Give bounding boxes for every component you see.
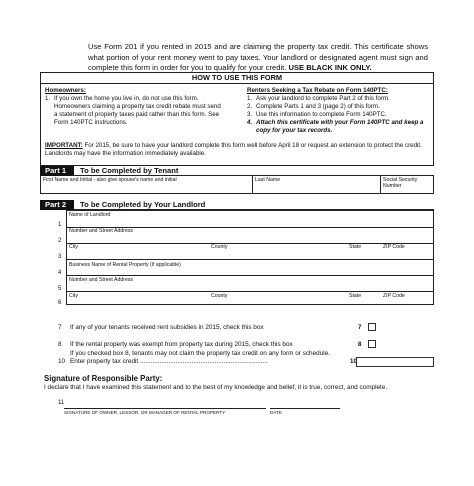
- renters-item: [247, 119, 433, 135]
- checkbox-8[interactable]: [368, 340, 376, 348]
- homeowners-column: [45, 87, 225, 127]
- row-number: 5: [58, 286, 62, 292]
- first-name-label: First Name and Initial - also give spouse's name and initial: [43, 177, 177, 183]
- question-text: If you checked box 8, tenants may not claim the property tax credit on any form or schedule.: [70, 350, 331, 357]
- renters-item-number: 2.: [247, 103, 253, 111]
- county-label: County: [211, 244, 228, 250]
- box-number: 10: [350, 358, 357, 365]
- city-label: City: [69, 244, 78, 250]
- row-number: 4: [58, 270, 62, 276]
- row-number: 1: [58, 222, 62, 228]
- zip-label: ZIP Code: [383, 244, 405, 250]
- line-10: [58, 358, 358, 366]
- signature-heading: Signature of Responsible Party:: [44, 374, 163, 383]
- landlord-name-label: Name of Landlord: [69, 212, 111, 218]
- city-field[interactable]: [67, 259, 433, 260]
- renters-item-number: 1.: [247, 95, 253, 103]
- how-to-title: HOW TO USE THIS FORM: [41, 73, 433, 84]
- signature-field[interactable]: [64, 408, 266, 409]
- renters-heading: Renters Seeking a Tax Rebate on Form 140PTC:: [247, 87, 388, 94]
- state2-label: State: [349, 293, 362, 299]
- question-8: [58, 341, 388, 349]
- property-tax-credit-field[interactable]: [356, 357, 434, 367]
- important-note: [45, 142, 431, 158]
- part2-tag: Part 2: [40, 200, 74, 210]
- signature-label: SIGNATURE OF OWNER, LESSOR, OR MANAGER OF RENTAL PROPERTY: [64, 410, 226, 415]
- part2-header: [40, 200, 434, 210]
- street2-field[interactable]: [67, 291, 433, 292]
- intro-text: [88, 42, 428, 74]
- homeowners-item: [45, 95, 225, 127]
- part1-fields: [40, 176, 434, 194]
- part1-header: [40, 166, 434, 176]
- homeowners-heading: Homeowners:: [45, 87, 86, 94]
- street2-label: Number and Street Address: [69, 277, 134, 283]
- homeowners-item-number: 1.: [45, 95, 51, 103]
- last-name-field[interactable]: [253, 176, 381, 193]
- line-11-number: 11: [58, 400, 65, 406]
- intro-ink-note: USE BLACK INK ONLY.: [288, 63, 372, 72]
- question-text: If the rental property was exempt from property tax during 2015, check this box: [70, 341, 293, 348]
- homeowners-item-text: If you own the home you live in, do not use this form. Homeowners claiming a property tax credit rebate must send a statement of property taxes paid rather than this form. See Form 140PTC instructions.: [54, 95, 221, 127]
- renters-item: [247, 111, 433, 119]
- important-label: IMPORTANT:: [45, 142, 83, 149]
- question-text: If any of your tenants received rent subsidies in 2015, check this box: [70, 324, 264, 331]
- part2-fields: [66, 210, 434, 305]
- box-number: 8: [358, 341, 362, 348]
- line-10-number: 10: [58, 358, 66, 365]
- date-label: DATE: [270, 410, 282, 415]
- last-name-label: Last Name: [255, 177, 281, 183]
- renters-item-number: 3.: [247, 111, 253, 119]
- business-name-field[interactable]: [67, 275, 433, 276]
- renters-item: [247, 103, 433, 111]
- renters-item-text: Complete Parts 1 and 3 (page 2) of this form.: [256, 103, 380, 111]
- renters-item-text: Use this information to complete Form 140PTC.: [256, 111, 387, 119]
- part2-title: To be Completed by Your Landlord: [80, 200, 206, 209]
- question-8-note: [58, 350, 388, 358]
- county2-label: County: [211, 293, 228, 299]
- renters-item-text: Attach this certificate with your Form 140PTC and keep a copy for your tax records.: [256, 119, 424, 135]
- question-number: 7: [58, 324, 62, 331]
- how-to-use-box: [40, 72, 434, 166]
- ssn-field[interactable]: [381, 176, 433, 193]
- renters-item: [247, 95, 433, 103]
- part1-title: To be Completed by Tenant: [80, 166, 179, 175]
- renters-item-number: 4.: [247, 119, 253, 127]
- row-number: 2: [58, 238, 62, 244]
- row-number: 3: [58, 254, 62, 260]
- line-10-text: Enter property tax credit ........................................................................: [70, 358, 268, 365]
- important-text: For 2015, be sure to have your landlord complete this form well before April 18 or request an extension to protect the credit. Landlords may have the information immediately available.: [45, 142, 422, 158]
- date-field[interactable]: [270, 408, 340, 409]
- question-7: [58, 324, 388, 332]
- state-label: State: [349, 244, 362, 250]
- city2-label: City: [69, 293, 78, 299]
- business-name-label: Business Name of Rental Property (if applicable): [69, 262, 181, 268]
- box-number: 7: [358, 324, 362, 331]
- renters-item-text: Ask your landlord to complete Part 2 of this form.: [256, 95, 390, 103]
- zip2-label: ZIP Code: [383, 293, 405, 299]
- row-number: 6: [58, 300, 62, 306]
- ssn-label: Social Security Number: [383, 177, 418, 189]
- question-number: 8: [58, 341, 62, 348]
- first-name-field[interactable]: [41, 176, 253, 193]
- intro-text-main: Use Form 201 if you rented in 2015 and are claiming the property tax credit. This certificate shows what portion of your rent money went to pay taxes. Your landlord or designated agent must sign and complete this form in order for you to qualify for your credit.: [88, 42, 428, 72]
- checkbox-7[interactable]: [368, 323, 376, 331]
- street-field[interactable]: [67, 243, 433, 244]
- part1-tag: Part 1: [40, 166, 74, 176]
- signature-declaration: I declare that I have examined this statement and to the best of my knowledge and belief, it is true, correct, and complete.: [44, 384, 388, 391]
- renters-column: [247, 87, 433, 136]
- street-label: Number and Street Address: [69, 228, 134, 234]
